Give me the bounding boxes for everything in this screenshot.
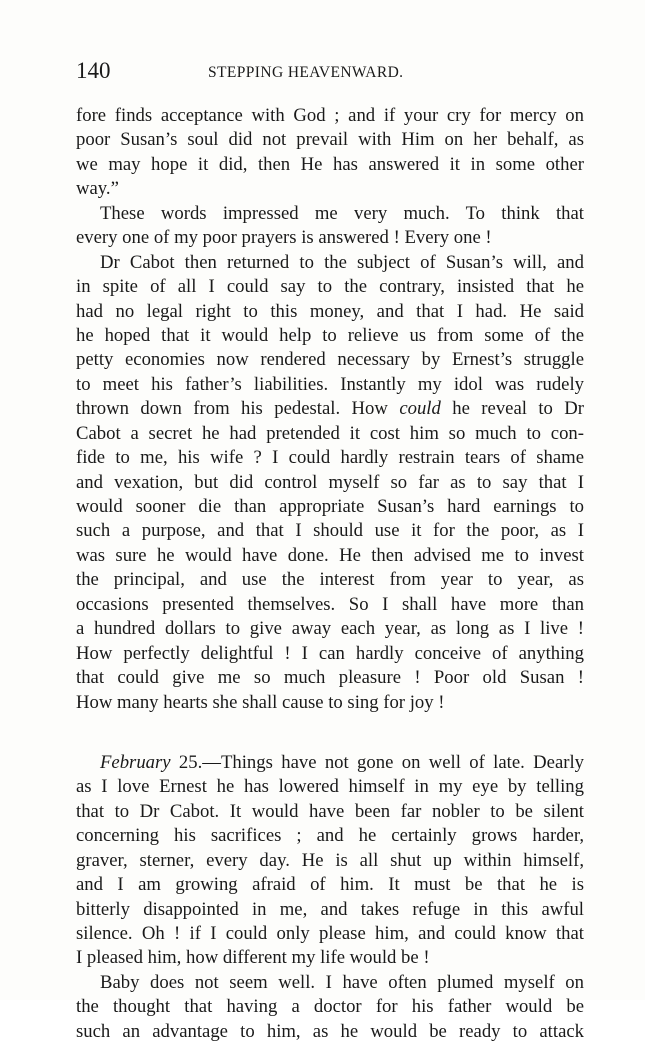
text-line: fore finds acceptance with God ; and if your cry for mercy on	[76, 105, 584, 126]
text-line: every one of my poor prayers is answered ! Every one !	[76, 227, 492, 249]
text-line: Dr Cabot then returned to the subject of Susan’s will, and	[100, 251, 584, 273]
text-line: we may hope it did, then He has answered it in some other	[76, 153, 584, 175]
text-line: was sure he would have done. He then advised me to invest	[76, 544, 584, 566]
text-line: that could give me so much pleasure ! Poor old Susan !	[76, 667, 584, 689]
text-line: that to Dr Cabot. It would have been far nobler to be silent	[76, 800, 584, 822]
text-line: such an advantage to him, as he would be ready to attack	[76, 1020, 584, 1042]
running-head	[76, 58, 586, 88]
text-line: to meet his father’s liabilities. Instantly my idol was rudely	[76, 373, 584, 395]
text-line: would sooner die than appropriate Susan’s hard earnings to	[76, 496, 584, 517]
text-line: such a purpose, and that I should use it for the poor, as I	[76, 520, 584, 542]
section-gap	[76, 715, 584, 751]
page-number: 140	[76, 58, 111, 83]
text-segment: he reveal to Dr	[440, 398, 585, 420]
text-line: he hoped that it would help to relieve us from some of the	[76, 324, 584, 346]
text-line: Cabot a secret he had pretended it cost him so much to con-	[76, 422, 584, 444]
text-line: petty economies now rendered necessary by Ernest’s struggle	[76, 349, 584, 371]
text-line: graver, sterner, every day. He is all shut up within himself,	[76, 849, 584, 871]
text-segment: thrown down from his pedestal. How	[76, 398, 388, 420]
text-line: occasions presented themselves. So I shall have more than	[76, 593, 584, 615]
body-text	[76, 104, 584, 1044]
text-line: concerning his sacrifices ; and he certainly grows harder,	[76, 825, 584, 847]
text-line: bitterly disappointed in me, and takes refuge in this awful	[76, 898, 584, 920]
text-line	[76, 397, 584, 421]
text-line: How many hearts she shall cause to sing for joy !	[76, 691, 445, 713]
text-line: and I am growing afraid of him. It must be that he is	[76, 874, 584, 896]
text-line: How perfectly delightful ! I can hardly conceive of anything	[76, 642, 584, 664]
text-line: in spite of all I could say to the contrary, insisted that he	[76, 276, 584, 298]
text-line: I pleased him, how different my life would be !	[76, 947, 430, 969]
text-line: fide to me, his wife ? I could hardly restrain tears of shame	[76, 447, 584, 469]
text-line: the thought that having a doctor for his father would be	[76, 996, 584, 1018]
diary-date: February	[100, 751, 171, 773]
text-line	[76, 751, 584, 775]
text-line: poor Susan’s soul did not prevail with Him on her behalf, as	[76, 129, 584, 151]
italic-word: could	[399, 398, 441, 420]
running-title: STEPPING HEAVENWARD.	[208, 64, 404, 81]
text-line: way.”	[76, 178, 119, 200]
text-line: silence. Oh ! if I could only please him, and could know that	[76, 923, 584, 944]
text-line: and vexation, but did control myself so far as to say that I	[76, 471, 584, 493]
text-line: Baby does not seem well. I have often plumed myself on	[100, 971, 584, 993]
text-line: a hundred dollars to give away each year, as long as I live !	[76, 618, 584, 640]
text-line: These words impressed me very much. To think that	[100, 202, 584, 224]
text-line: the principal, and use the interest from year to year, as	[76, 569, 584, 591]
text-line: as I love Ernest he has lowered himself in my eye by telling	[76, 776, 584, 798]
text-segment: 25.—Things have not gone on well of late. Dearly	[170, 751, 584, 773]
text-line: had no legal right to this money, and that I had. He said	[76, 300, 584, 322]
